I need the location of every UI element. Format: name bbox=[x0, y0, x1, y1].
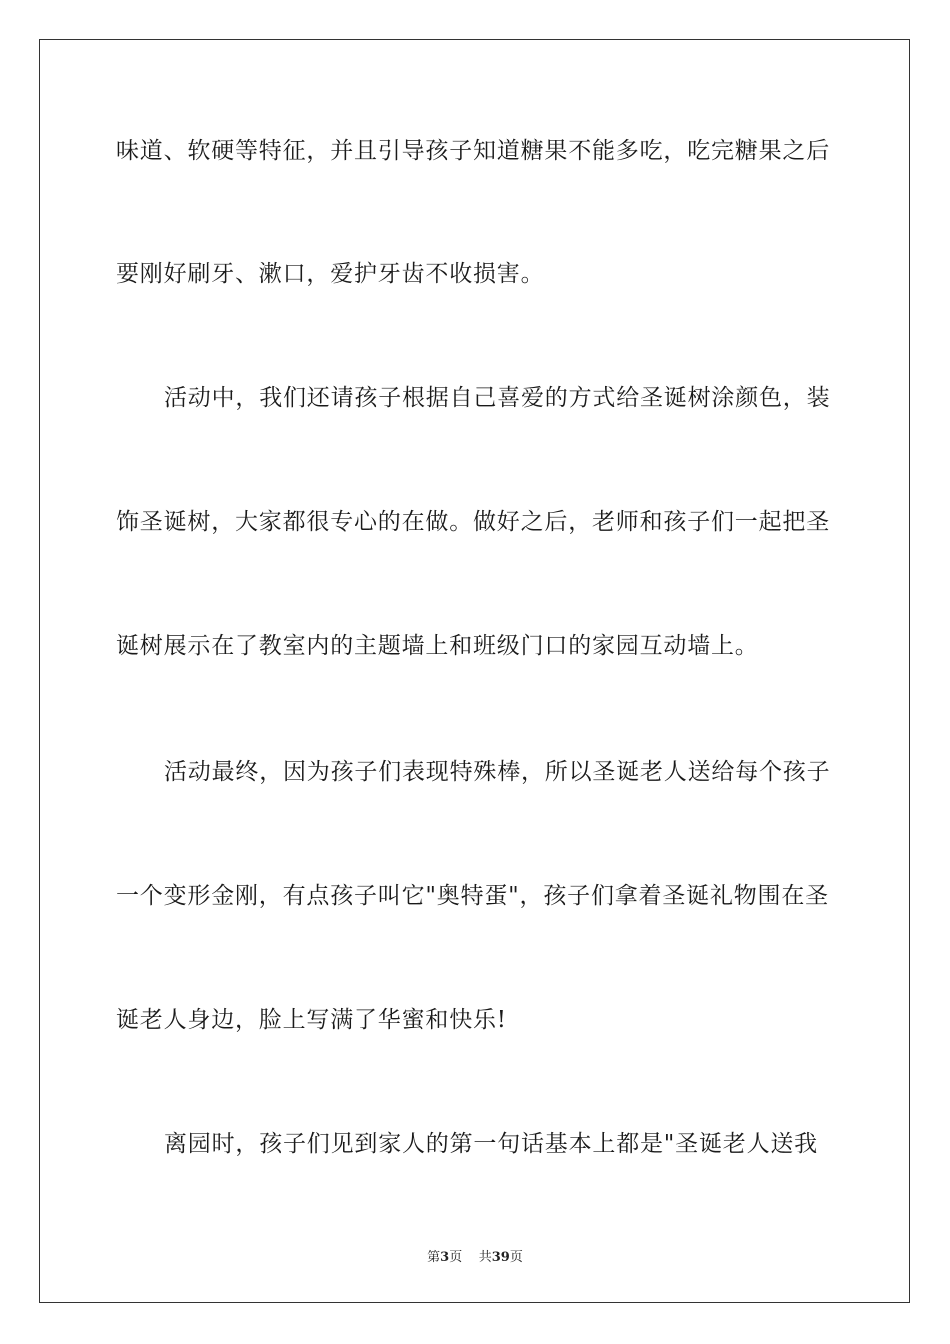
total-prefix: 共 bbox=[478, 1250, 492, 1265]
page-prefix: 第 bbox=[427, 1250, 441, 1265]
paragraph-3-line-2: 一个变形金刚，有点孩子叫它"奥特蛋"，孩子们拿着圣诞礼物围在圣 bbox=[116, 883, 829, 909]
page-footer bbox=[0, 1246, 950, 1265]
page-border bbox=[39, 39, 910, 1303]
paragraph-3-line-1: 活动最终，因为孩子们表现特殊棒，所以圣诞老人送给每个孩子 bbox=[164, 759, 831, 785]
paragraph-3-line-3: 诞老人身边，脸上写满了华蜜和快乐! bbox=[116, 1007, 507, 1033]
paragraph-2-line-1: 活动中，我们还请孩子根据自己喜爱的方式给圣诞树涂颜色，装 bbox=[164, 385, 831, 411]
text-line-1: 味道、软硬等特征，并且引导孩子知道糖果不能多吃，吃完糖果之后 bbox=[116, 138, 830, 164]
text-line-2: 要刚好刷牙、漱口，爱护牙齿不收损害。 bbox=[116, 261, 545, 287]
paragraph-2-line-2: 饰圣诞树，大家都很专心的在做。做好之后，老师和孩子们一起把圣 bbox=[116, 509, 830, 535]
total-pages: 39 bbox=[491, 1250, 510, 1265]
paragraph-4-line-1: 离园时，孩子们见到家人的第一句话基本上都是"圣诞老人送我 bbox=[164, 1131, 818, 1157]
paragraph-2-line-3: 诞树展示在了教室内的主题墙上和班级门口的家园互动墙上。 bbox=[116, 633, 759, 659]
page-number: 3 bbox=[440, 1250, 450, 1265]
total-suffix: 页 bbox=[509, 1250, 523, 1265]
page-suffix: 页 bbox=[449, 1250, 463, 1265]
